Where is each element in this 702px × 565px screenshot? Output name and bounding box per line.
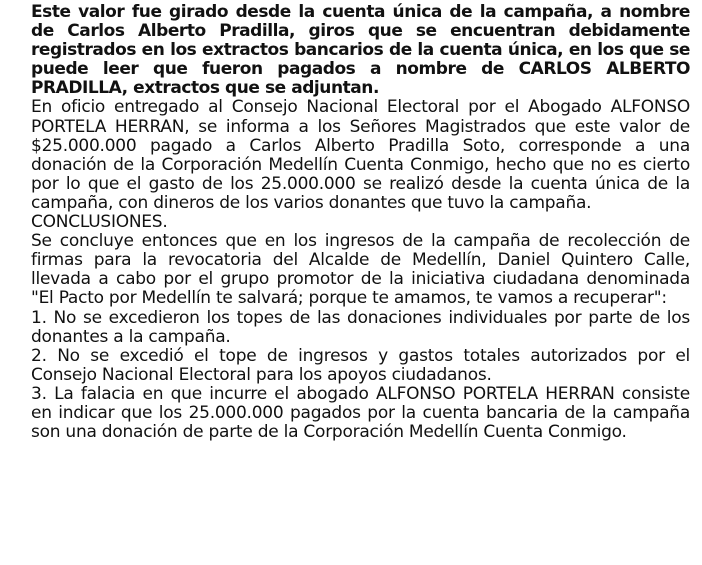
conclusions-heading: CONCLUSIONES. — [31, 212, 168, 233]
conclusion-item-3: 3. La falacia en que incurre el abogado ALFONSO PORTELA HERRAN consiste en indicar que los 25.000.000 pagados por la cuenta bancaria de la campaña son una donación de parte de la Corporación Medellín Cuenta Conmigo. — [31, 383, 690, 443]
oficio-paragraph: En oficio entregado al Consejo Nacional Electoral por el Abogado ALFONSO PORTELA HERRAN, se informa a los Señores Magistrados que este valor de $25.000.000 pagado a Carlos Alberto Pradilla Soto, corresponde a una donación de la Corporación Medellín Cuenta Conmigo, hecho que no es cierto por lo que el gasto de los 25.000.000 se realizó desde la cuenta única de la campaña, con dineros de los varios donantes que tuvo la campaña. — [31, 97, 690, 213]
conclusions-intro: Se concluye entonces que en los ingresos de la campaña de recolección de firmas para la revocatoria del Alcalde de Medellín, Daniel Quintero Calle, llevada a cabo por el grupo promotor de la iniciativa ciudadana denominada "El Pacto por Medellín te salvará; porque te amamos, te vamos a recuperar": — [31, 231, 690, 309]
conclusion-item-1: 1. No se excedieron los topes de las donaciones individuales por parte de los donantes a la campaña. — [31, 307, 690, 347]
conclusion-item-2: 2. No se excedió el tope de ingresos y gastos totales autorizados por el Consejo Nacional Electoral para los apoyos ciudadanos. — [31, 345, 690, 385]
bold-paragraph: Este valor fue girado desde la cuenta única de la campaña, a nombre de Carlos Alberto Pradilla, giros que se encuentran debidamente registrados en los extractos bancarios de la cuenta única, en los que se puede leer que fueron pagados a nombre de CARLOS ALBERTO PRADILLA, extractos que se adjuntan. — [31, 2, 690, 99]
